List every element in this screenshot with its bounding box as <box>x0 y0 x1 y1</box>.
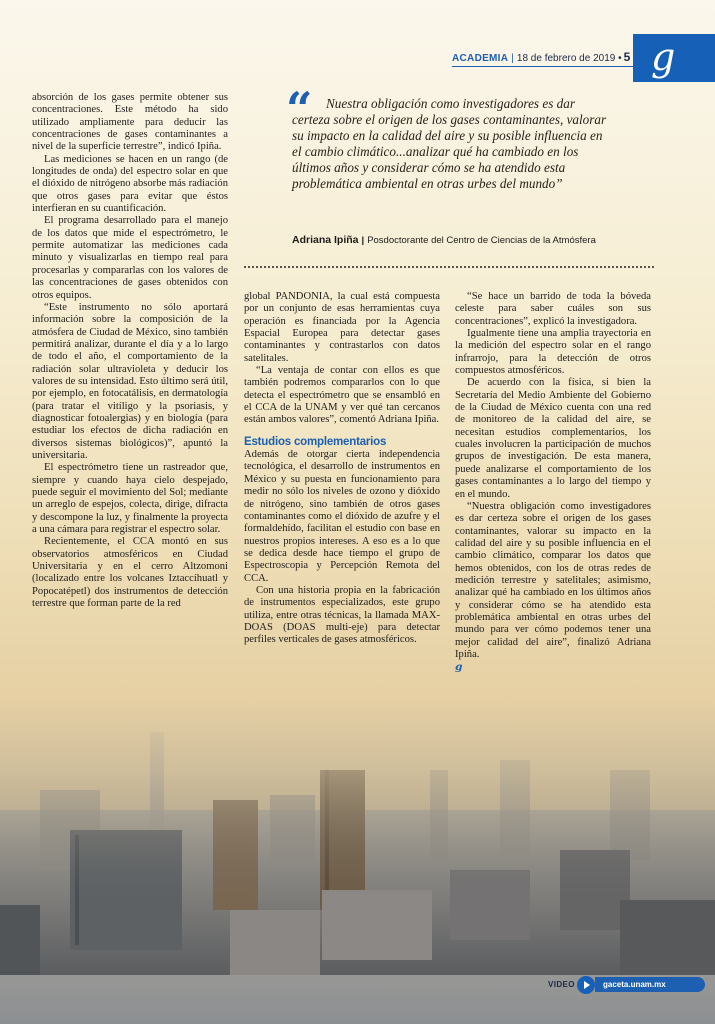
article-column-3 <box>455 291 651 675</box>
city-skyline-photo <box>0 700 715 975</box>
paragraph: absorción de los gases permite obtener sus concentraciones. Este método ha sido utilizado ampliamente para deducir las concentraciones de gases contaminantes a nivel de la superficie terrestre”, indicó Ipiña. <box>32 92 228 153</box>
paragraph: Además de otorgar cierta independencia tecnológica, el desarrollo de instrumentos en México y su puesta en funcionamiento para medir no sólo los niveles de ozono y dióxido de nitrógeno, sino también de otros gases contaminantes como el dióxido de azufre y el formaldehído, facilitan el estudio con base en nuestros propios intereses. A eso es a lo que se dedica desde hace tiempo el grupo de Espectroscopia y Percepción Remota del CCA. <box>244 449 440 584</box>
article-column-2 <box>244 291 440 647</box>
pull-quote-text: Nuestra obligación como investigadores es dar certeza sobre el origen de los gases contaminantes, valorar su impacto en la calidad del aire y su posible influencia en el cambio climático...analizar qué ha cambiado en los últimos años y considerar cómo se ha atendido esta problemática ambiental en otras urbes del mundo” <box>292 96 607 191</box>
section-name: ACADEMIA <box>452 53 509 64</box>
paragraph: El espectrómetro tiene un rastreador que, siempre y cuando haya cielo despejado, puede seguir el movimiento del Sol; mediante un arreglo de espejos, colecta, dirige, difracta y descompone la luz, y finalmente la proyecta a una cámara para registrar el espectro solar. <box>32 462 228 536</box>
website-link[interactable]: gaceta.unam.mx <box>595 977 705 992</box>
video-label: VIDEO <box>548 980 575 989</box>
page-header <box>452 50 630 64</box>
quote-mark-icon: “ <box>286 82 313 136</box>
header-rule <box>452 66 633 67</box>
paragraph: Con una historia propia en la fabricación de instrumentos especializados, este grupo utiliza, entre otras técnicas, la llamada MAX-DOAS (DOAS multi-eje) para detectar perfiles verticales de gases atmosféricos. <box>244 584 440 646</box>
dotted-divider <box>244 266 654 268</box>
gaceta-logo <box>633 34 715 82</box>
issue-date: 18 de febrero de 2019 <box>516 53 616 64</box>
end-of-article-icon: g <box>455 661 463 674</box>
paragraph: global PANDONIA, la cual está compuesta por un conjunto de esas herramientas cuya operación es financiada por la Agencia Espacial Europea para detectar gases contaminantes y contrastarlos con datos satelitales. <box>244 291 440 364</box>
gaceta-logo-glyph: g <box>651 35 676 79</box>
paragraph: “La ventaja de contar con ellos es que también podremos compararlos con lo que detecta el espectrómetro que se ensambló en el CCA de la UNAM y ver qué tan cercanos están ambos valores”, comentó Adriana Ipiña. <box>244 365 440 426</box>
page-number: 5 <box>623 50 631 64</box>
quote-author: Adriana Ipiña <box>292 234 359 246</box>
header-divider: | <box>511 53 514 64</box>
paragraph: De acuerdo con la física, si bien la Secretaría del Medio Ambiente del Gobierno de la Ciudad de México cuenta con una red de monitoreo de la calidad del aire, se necesitan estudios complementarios, los cuales involucren la participación de muchos grupos de investigación. De esta manera, puede analizarse el comportamiento de los gases contaminantes a lo largo del tiempo y en el mundo. <box>455 377 651 500</box>
paragraph: Las mediciones se hacen en un rango (de longitudes de onda) del espectro solar en que el dióxido de nitrógeno absorbe más radiación que otros gases para evitar que éstos interfieran en su cuantificación. <box>32 153 228 215</box>
attribution-divider: | <box>361 235 365 246</box>
paragraph: Igualmente tiene una amplia trayectoria en la medición del espectro solar en el rango infrarrojo, para la detección de otros compuestos atmosféricos. <box>455 328 651 377</box>
pull-quote-attribution <box>292 234 652 246</box>
paragraph: “Se hace un barrido de toda la bóveda celeste para saber cuáles son sus concentraciones”, explicó la investigadora. <box>455 291 651 327</box>
paragraph: “Nuestra obligación como investigadores es dar certeza sobre el origen de los gases contaminantes, valorar su impacto en la calidad del aire y su posible influencia en el cambio climático, comparar los datos que hemos obtenidos, con los de otras redes de medición terrestre y satelitales; asimismo, analizar qué ha cambiado en los últimos años y considerar cómo se ha atendido esta problemática ambiental en otras urbes del mundo para ver cómo podemos tener una mejor calidad del aire”, finalizó Adriana Ipiña. <box>455 500 651 660</box>
quote-author-role: Posdoctorante del Centro de Ciencias de la Atmósfera <box>367 235 596 246</box>
bullet-separator: • <box>618 53 622 64</box>
pull-quote <box>286 82 608 192</box>
play-icon[interactable] <box>577 976 595 994</box>
paragraph: “Este instrumento no sólo aportará información sobre la composición de la atmósfera de Ciudad de México, sino también permitirá analizar, durante el día y a lo largo de todo el año, el comportamiento de la radiación solar ultravioleta y deducir los valores de su intensidad. Esto último será útil, por ejemplo, en fotocatálisis, en dermatología (para tratar el vitíligo y la psoriasis, y diagnosticar fotoalergias) y en biología (para estudiar los efectos de dicha radiación en diversos sistemas biológicos)”, apuntó la universitaria. <box>32 301 228 461</box>
paragraph: Recientemente, el CCA montó en sus observatorios atmosféricos en Ciudad Universitaria y en el cerro Altzomoni (localizado entre los volcanes Iztaccíhuatl y Popocatépetl) dos instrumentos de detección terrestre que forman parte de la red <box>32 536 228 610</box>
section-subheading: Estudios complementarios <box>244 435 387 448</box>
paragraph: El programa desarrollado para el manejo de los datos que mide el espectrómetro, le permite automatizar las mediciones cada minuto y visualizarlas en tiempo real para procesarlas y compararlas con los valores de las concentraciones de gases obtenidos con otros equipos. <box>32 215 228 301</box>
article-column-1 <box>32 92 228 610</box>
